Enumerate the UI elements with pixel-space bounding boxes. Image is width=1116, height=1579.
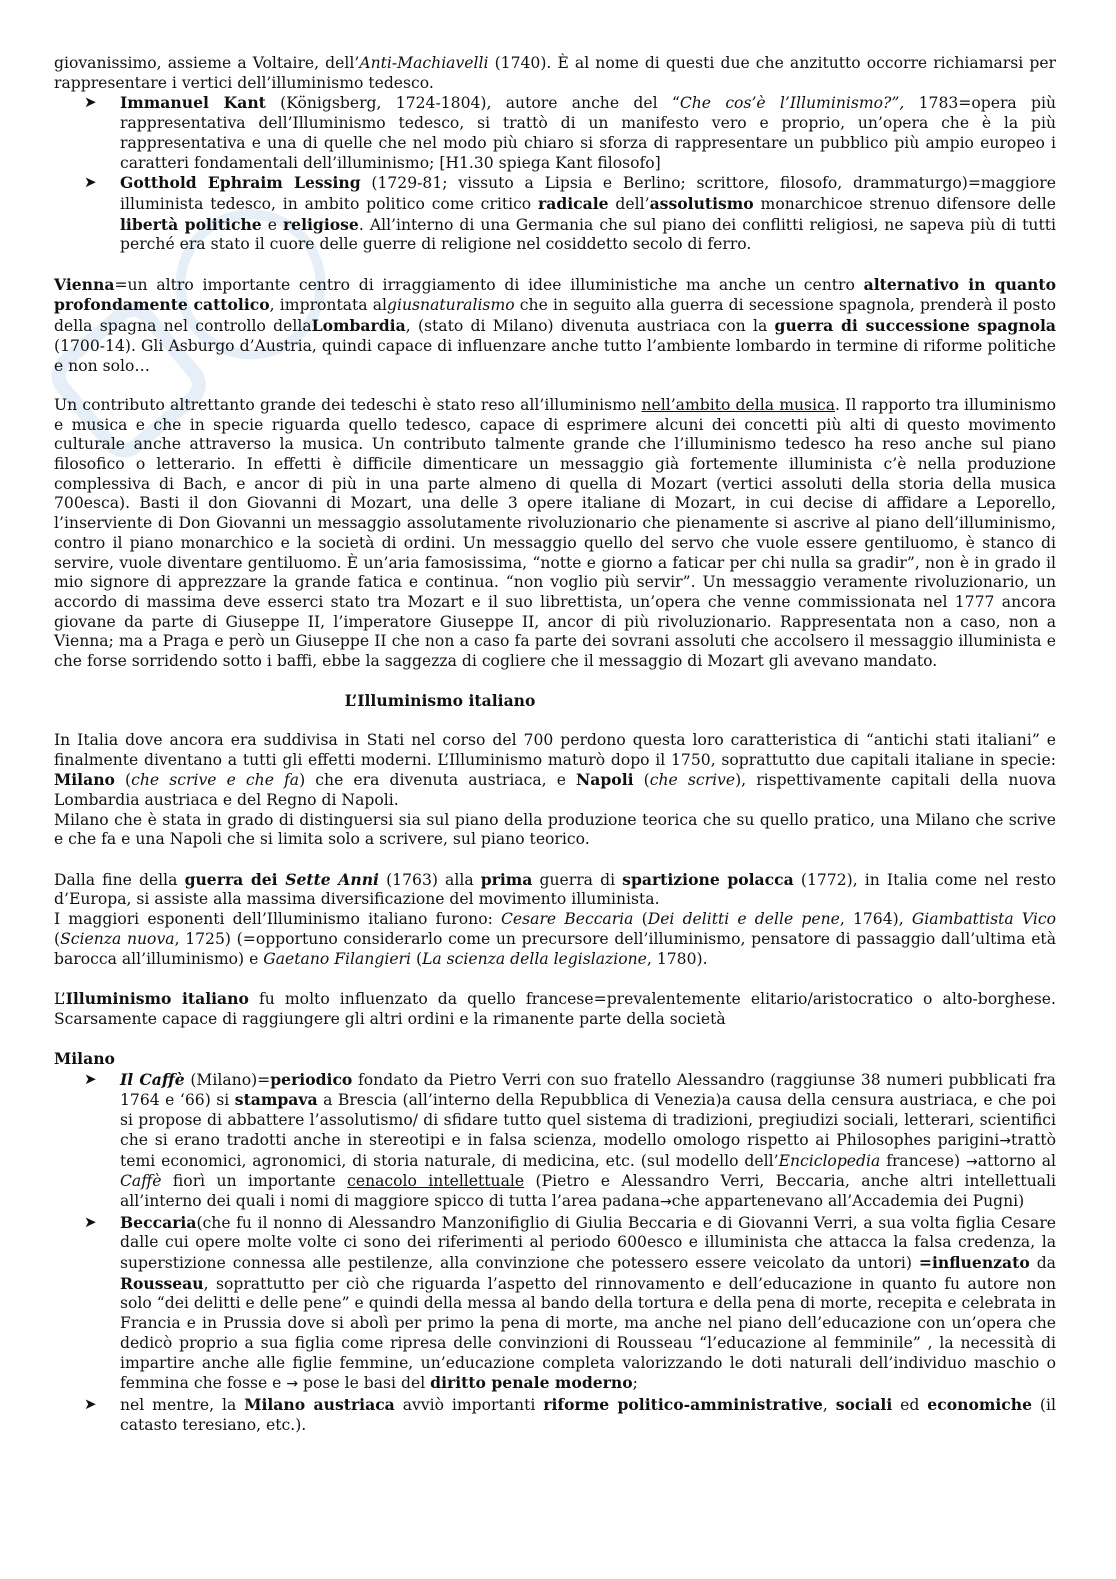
- text-run: Caffè: [120, 1172, 162, 1191]
- text-run: (: [633, 771, 650, 790]
- paragraph-sette-anni: [54, 870, 1056, 910]
- arrowhead-bullet-icon: ➤: [84, 173, 97, 192]
- text-run: =influenzato: [918, 1253, 1030, 1273]
- text-run: (Pietro e Alessandro Verri, Beccaria, anche altri intellettuali all’interno dei quali i nomi di maggiore spicco di tutta l’area padana: [120, 1172, 1057, 1210]
- text-run: (Königsberg, 1724-1804), autore anche del “: [265, 94, 680, 113]
- text-run: libertà politiche: [120, 214, 262, 234]
- right-arrow-icon: →: [999, 1132, 1012, 1149]
- text-run: (1763) alla: [378, 870, 481, 889]
- text-run: Dei delitti e delle pene: [647, 910, 840, 929]
- paragraph-italia: [54, 731, 1056, 811]
- text-run: Napoli: [576, 770, 634, 790]
- text-run: Sette Anni: [285, 869, 379, 889]
- text-run: ed: [892, 1396, 928, 1414]
- text-run: ;: [632, 1374, 638, 1393]
- text-run: pose le basi del: [298, 1374, 431, 1393]
- text-run: monarchicoe strenuo difensore delle: [753, 194, 1056, 213]
- list-item: [54, 173, 1056, 255]
- arrowhead-bullet-icon: ➤: [84, 1212, 97, 1231]
- text-run: a Brescia (all’interno della Repubblica di Venezia)a causa della censura austriaca, e che poi si propose di abbattere l’assolutismo/ di sfidare tutto quel sistema di tradizioni, pregiudizi sociali, letterari, scientifici che si erano tradotti anche in stereotipi e in falsa scienza, modello omologo rispetto ai Philosophes parigini: [120, 1091, 1056, 1149]
- text-run: (che fu il nonno di Alessandro Manzonifiglio di Giulia Beccaria e di Giovanni Verri, a sua volta figlia Cesare dalle cui opere molte volte ci sono dei riferimenti al periodo 600esco e illuminista che attacca la falsa credenza, la superstizione connessa alle pestilenze, alla convinzione che potessero essere veicolato da untori): [120, 1213, 1056, 1273]
- text-run: trattò temi economici, agronomici, di storia naturale, di medicina, etc. (sul modello dell’: [120, 1130, 1056, 1170]
- document-page: [54, 54, 1056, 1435]
- text-run: economiche: [927, 1395, 1033, 1414]
- text-run: (1729-81; vissuto a Lipsia e Berlino; scrittore, filosofo, drammaturgo)=maggiore illuminista tedesco, in ambito politico come critico: [120, 174, 1056, 213]
- text-run: e: [261, 215, 283, 234]
- arrowhead-bullet-icon: ➤: [84, 1069, 97, 1088]
- text-run: (: [54, 929, 61, 948]
- list-item: [54, 93, 1056, 173]
- paragraph-esponenti: [54, 910, 1056, 969]
- paragraph-influenzato: [54, 989, 1056, 1029]
- text-run: (: [114, 771, 132, 790]
- paragraph-milano-napoli: [54, 811, 1056, 850]
- text-run: da: [1029, 1254, 1056, 1273]
- text-run: guerra di successione spagnola: [774, 316, 1057, 336]
- text-run: (Milano)=: [184, 1070, 271, 1089]
- milano-heading: Milano: [54, 1049, 115, 1069]
- text-run: dell’: [608, 194, 650, 213]
- text-run: ,: [822, 1396, 836, 1414]
- text-run: (: [633, 910, 648, 929]
- text-run: Milano austriaca: [244, 1395, 395, 1414]
- text-run: fondato da Pietro Verri con suo fratello Alessandro (raggiunse 38 numeri pubblicati fra 1764 e ‘66) si: [120, 1070, 1056, 1110]
- text-run: . All’interno di una Germania che sul piano dei conflitti religiosi, ne sapeva più di tutti perché era stato il cuore delle guerre di religione nel cosiddetto secolo di ferro.: [120, 215, 1056, 254]
- text-run: stampava: [234, 1090, 318, 1110]
- text-run: Beccaria: [120, 1212, 197, 1232]
- paragraph-vienna: [54, 275, 1056, 377]
- text-run: (1700-14). Gli Asburgo d’Austria, quindi capace di influenzare anche tutto l’ambiente lombardo in termine di riforme politiche e non solo…: [54, 336, 1056, 375]
- text-run: , soprattutto per ciò che riguarda l’aspetto del rinnovamento e dell’educazione in quanto fu autore non solo “dei delitti e delle pene” e quindi della messa al bando della tortura e della pena di morte, recepita e celebrata in Francia e in Prussia dove si abolì per primo la pena di morte, ma anche nel piano dell’educazione con un’opera che dedicò proprio a sua figlia come ripresa delle convinzioni di Rousseau “l’educazione al femminile” , la necessità di impartire anche alle figlie femmine, un’educazione completa valorizzando le doti naturali dell’individuo maschio o femmina che fosse e: [120, 1274, 1056, 1393]
- text-run: nel mentre, la: [120, 1396, 245, 1414]
- text-run: prima: [480, 869, 533, 889]
- text-run: spartizione polacca: [622, 869, 794, 889]
- text-run: Il Caffè: [120, 1069, 185, 1089]
- text-run: , improntata al: [269, 296, 388, 315]
- right-arrow-icon: →: [659, 1193, 672, 1210]
- text-run: che scrive e che fa: [131, 771, 300, 790]
- text-run: In Italia dove ancora era suddivisa in Stati nel corso del 700 perdono questa loro caratteristica di “antichi stati italiani” e finalmente diventano a tutti gli effetti moderni. L’Illuminismo maturò dopo il 1750, soprattutto due capitali italiane in specie:: [54, 730, 1056, 769]
- list-milano: [54, 1070, 1056, 1436]
- arrowhead-bullet-icon: ➤: [84, 93, 97, 112]
- text-run: avviò importanti: [394, 1396, 544, 1414]
- text-run: , 1764),: [839, 910, 912, 929]
- text-run: nell’ambito della musica: [641, 395, 836, 414]
- text-run: attorno al: [977, 1151, 1056, 1170]
- paragraph-musica: [54, 396, 1056, 672]
- text-run: Gaetano Filangieri: [263, 949, 412, 968]
- text-run: Enciclopedia: [778, 1151, 881, 1170]
- text-run: diritto penale moderno: [430, 1373, 633, 1393]
- text-run: riforme politico-amministrative: [543, 1395, 823, 1414]
- text-run: (1772), in Italia come nel resto d’Europa, si assiste alla massima diversificazione del movimento illuminista.: [54, 870, 1056, 909]
- text-run: L’: [54, 989, 66, 1008]
- text-run: Giambattista Vico: [911, 910, 1056, 929]
- section-title: L’Illuminismo italiano: [344, 691, 536, 711]
- text-run: fiorì un importante: [161, 1172, 348, 1191]
- text-run: che appartenevano all’Accademia dei Pugni): [671, 1191, 1025, 1210]
- text-run: Rousseau: [120, 1273, 204, 1293]
- text-run: Gotthold Ephraim Lessing: [120, 173, 361, 193]
- text-run: ) che era divenuta austriaca, e: [299, 771, 577, 790]
- text-run: Scienza nuova: [60, 929, 175, 948]
- text-run: giovanissimo, assieme a Voltaire, dell’: [54, 54, 360, 72]
- text-run: La scienza della legislazione: [422, 949, 647, 968]
- text-run: =un altro importante centro di irraggiamento di idee illuministiche ma anche un centro: [114, 275, 864, 294]
- text-run: Che cos’è l’Illuminismo?”,: [679, 94, 905, 113]
- right-arrow-icon: →: [286, 1376, 299, 1393]
- text-run: radicale: [538, 193, 609, 213]
- text-run: religiose: [282, 214, 359, 234]
- text-run: (il catasto teresiano, etc.).: [120, 1396, 1056, 1434]
- list-item: [54, 1070, 1056, 1213]
- list-illuminismo-tedesco: [54, 93, 1056, 255]
- text-run: , 1780).: [646, 949, 708, 968]
- text-run: periodico: [270, 1069, 353, 1089]
- text-run: Milano: [54, 770, 115, 790]
- text-run: Lombardia: [311, 316, 406, 336]
- right-arrow-icon: →: [965, 1153, 978, 1170]
- list-item: [54, 1213, 1056, 1395]
- text-run: francese): [880, 1151, 966, 1170]
- text-run: Illuminismo italiano: [65, 988, 249, 1008]
- text-run: che in seguito alla guerra di secessione spagnola, prenderà il posto della spagna nel controllo della: [54, 296, 1056, 336]
- text-run: guerra dei: [184, 869, 286, 889]
- paragraph-intro: [54, 54, 1056, 93]
- text-run: guerra di: [532, 870, 623, 889]
- text-run: alternativo in quanto profondamente cattolico: [54, 274, 1056, 315]
- list-item: [54, 1395, 1056, 1435]
- text-run: Immanuel Kant: [120, 93, 266, 113]
- text-run: (: [411, 949, 423, 968]
- text-run: Cesare Beccaria: [500, 910, 634, 929]
- text-run: Anti-Machiavelli: [359, 54, 489, 72]
- text-run: (1740). È al nome di questi due che anzitutto occorre richiamarsi per rappresentare i vertici dell’illuminismo tedesco.: [54, 54, 1056, 92]
- text-run: , 1725) (=opportuno considerarlo come un precursore dell’illuminismo, pensatore di passaggio dall’ultima età barocca all’illuminismo) e: [54, 929, 1056, 968]
- text-run: che scrive: [649, 771, 736, 790]
- text-run: Un contributo altrettanto grande dei tedeschi è stato reso all’illuminismo: [54, 395, 642, 414]
- text-run: cenacolo intellettuale: [347, 1172, 525, 1191]
- text-run: Dalla fine della: [54, 870, 185, 889]
- text-run: 1783=opera più rappresentativa dell’Illuminismo tedesco, si trattò di un manifesto vero e proprio, un’opera che è la più rappresentativa e una di quelle che nel modo più chiaro si sforza di rappresentare un pubblico più ampio europeo i caratteri fondamentali dell’illuminismo; [H1.30 spiega Kant filosofo]: [120, 94, 1057, 172]
- text-run: , (stato di Milano) divenuta austriaca con la: [405, 317, 775, 336]
- text-run: . Il rapporto tra illuminismo e musica e che in specie riguarda quello tedesco, capace di esprimere alcuni dei concetti più alti di questo movimento culturale anche attraverso la musica. Un contributo talmente grande che l’illuminismo tedesco ha reso anche sul piano filosofico o letterario. In effetti è difficile dimenticare un messaggio già fortemente illuminista c’è nella produzione complessiva di Bach, e ancor di più in una parte almeno di quella di Mozart (vertici assoluti della storia della musica 700esca). Basti il don Giovanni di Mozart, una delle 3 opere italiane di Mozart, in cui decise di affidare a Leporello, l’inserviente di Don Giovanni un messaggio assolutamente rivoluzionario che pienamente si ascrive al piano dell’illuminismo, contro il piano monarchico e la società di ordini. Un messaggio quello del servo che vuole essere gentiluomo, è stanco di servire, vuole diventare gentiluomo. È un’aria famosissima, “notte e giorno a faticar per chi nulla sa gradir”, non è in grado il mio signore di apprezzare la grande fatica e continua. “non voglio più servir”. Un messaggio veramente rivoluzionario, un accordo di massima deve esserci stato tra Mozart e il suo librettista, un’opera che venne commissionata nel 1777 ancora giovane da parte di Giuseppe II, l’imperatore Giuseppe II, ancor di più rivoluzionario. Rappresentata non a caso, non a Vienna; ma a Praga e però un Giuseppe II che non a caso fa parte dei sovrani assoluti che accolsero il messaggio illuminista e che forse sorridendo sotto i baffi, ebbe la saggezza di cogliere che il messaggio di Mozart gli avevano mandato.: [54, 395, 1056, 671]
- text-run: giusnaturalismo: [387, 296, 515, 315]
- text-run: assolutismo: [649, 193, 754, 213]
- arrowhead-bullet-icon: ➤: [84, 1395, 97, 1413]
- text-run: Milano che è stata in grado di distinguersi sia sul piano della produzione teorica che su quello pratico, una Milano che scrive e che fa e una Napoli che si limita solo a scrivere, sul piano teorico.: [54, 810, 1056, 849]
- text-run: ), rispettivamente capitali della nuova Lombardia austriaca e del Regno di Napoli.: [54, 771, 1056, 809]
- text-run: Vienna: [54, 274, 115, 294]
- text-run: sociali: [835, 1395, 893, 1414]
- text-run: fu molto influenzato da quello francese=prevalentemente elitario/aristocratico o alto-borghese. Scarsamente capace di raggiungere gli altri ordini e la rimanente parte della società: [54, 989, 1056, 1028]
- text-run: I maggiori esponenti dell’Illuminismo italiano furono:: [54, 910, 501, 929]
